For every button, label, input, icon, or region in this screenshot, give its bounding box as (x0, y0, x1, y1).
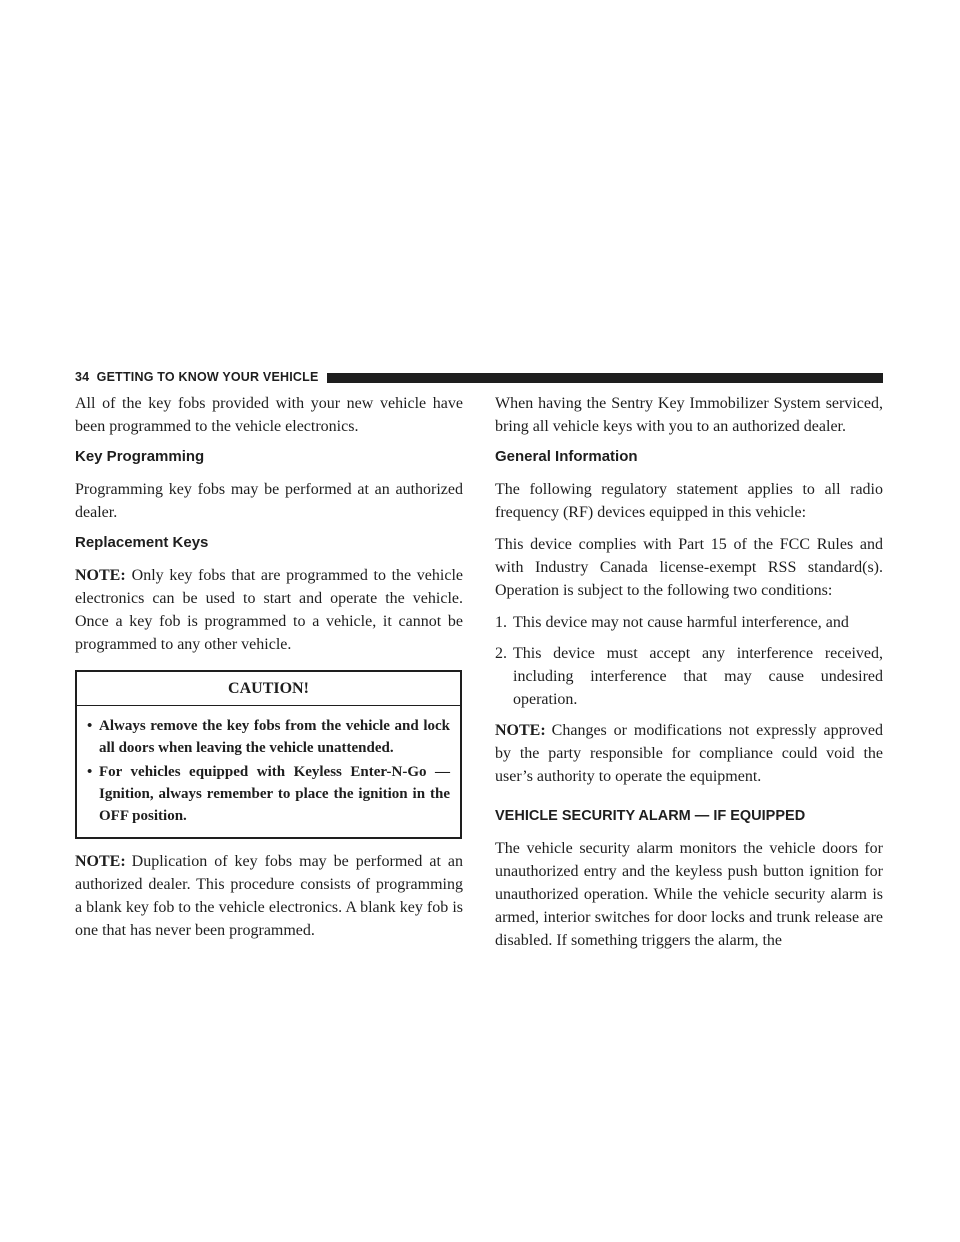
duplication-note (75, 850, 463, 942)
list-item (495, 642, 883, 711)
key-programming-text: Programming key fobs may be performed at an authorized dealer. (75, 481, 463, 521)
caution-title: CAUTION! (77, 672, 460, 706)
header-rule (327, 373, 883, 383)
list-item-text: This device must accept any interference received, including interference that may cause undesired operation. (513, 645, 883, 708)
running-head (75, 367, 319, 387)
note-text: Only key fobs that are programmed to the vehicle electronics can be used to start and operate the vehicle. Once a key fob is programmed to a vehicle, it cannot be programmed to any other vehicle. (75, 567, 463, 653)
conditions-list (495, 611, 883, 711)
fcc-compliance-paragraph: This device complies with Part 15 of the FCC Rules and with Industry Canada license-exempt RSS standard(s). Operation is subject to the following two conditions: (495, 536, 883, 599)
replacement-keys-heading: Replacement Keys (75, 534, 209, 551)
caution-list (77, 706, 460, 837)
list-number: 1. (495, 614, 507, 631)
replacement-keys-note (75, 564, 463, 656)
intro-paragraph: All of the key fobs provided with your new vehicle have been programmed to the vehicle electronics. (75, 395, 463, 435)
note-label: NOTE: (75, 567, 126, 584)
page-number: 34 (75, 370, 90, 384)
note-label: NOTE: (495, 722, 546, 739)
bullet-icon: • (87, 718, 93, 734)
caution-item (87, 715, 450, 759)
list-item-text: This device may not cause harmful interference, and (513, 614, 849, 631)
caution-box (75, 670, 462, 839)
right-column (495, 392, 883, 961)
security-alarm-text: The vehicle security alarm monitors the vehicle doors for unauthorized entry and the keyless push button ignition for unauthorized operation. While the vehicle security alarm is armed, interior switches for door locks and trunk release are disabled. If something triggers the alarm, the (495, 840, 883, 949)
page-header (75, 367, 883, 387)
caution-item-text: Always remove the key fobs from the vehicle and lock all doors when leaving the vehicle unattended. (99, 718, 450, 756)
list-item (495, 611, 883, 634)
sentry-key-paragraph: When having the Sentry Key Immobilizer System serviced, bring all vehicle keys with you to an authorized dealer. (495, 395, 883, 435)
modifications-note (495, 719, 883, 788)
caution-item-text: For vehicles equipped with Keyless Enter-N-Go — Ignition, always remember to place the ignition in the OFF position. (99, 764, 450, 824)
note-label: NOTE: (75, 853, 126, 870)
caution-item (87, 761, 450, 827)
section-title: GETTING TO KNOW YOUR VEHICLE (96, 370, 319, 384)
note-text: Changes or modifications not expressly approved by the party responsible for compliance could void the user’s authority to operate the equipment. (495, 722, 883, 785)
note-text: Duplication of key fobs may be performed at an authorized dealer. This procedure consists of programming a blank key fob to the vehicle electronics. A blank key fob is one that has never been programmed. (75, 853, 463, 939)
key-programming-heading: Key Programming (75, 448, 205, 465)
security-alarm-heading: VEHICLE SECURITY ALARM — IF EQUIPPED (495, 808, 806, 824)
bullet-icon: • (87, 764, 93, 780)
general-information-heading: General Information (495, 448, 638, 465)
regulatory-statement: The following regulatory statement applies to all radio frequency (RF) devices equipped in this vehicle: (495, 481, 883, 521)
left-column (75, 392, 463, 951)
list-number: 2. (495, 645, 507, 662)
